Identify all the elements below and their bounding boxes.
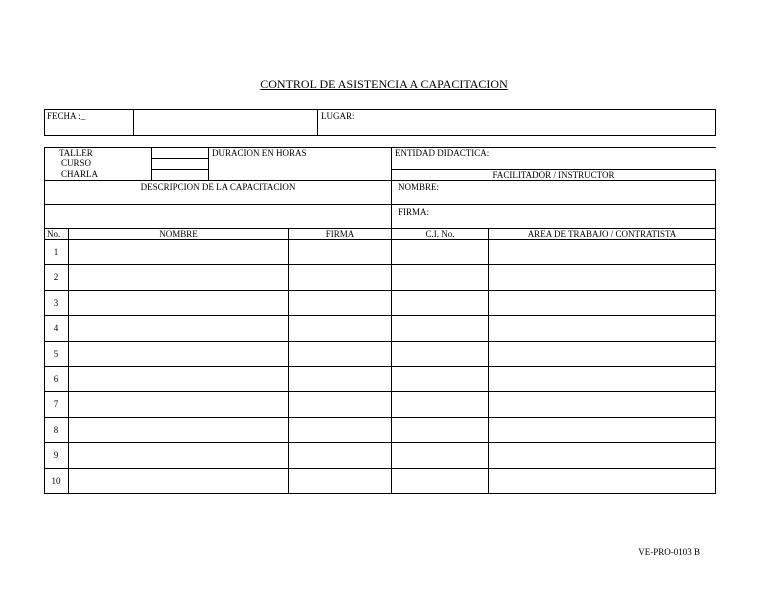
row-number: 5 (53, 349, 59, 359)
firma-cell[interactable] (289, 240, 391, 263)
firma-cell[interactable] (289, 367, 391, 390)
fecha-label: FECHA :_ (47, 111, 86, 121)
area-cell[interactable] (489, 469, 715, 492)
area-cell[interactable] (489, 392, 715, 415)
area-cell[interactable] (489, 342, 715, 365)
column-header-nombre: NOMBRE (159, 229, 198, 239)
area-cell[interactable] (489, 316, 715, 339)
row-number: 10 (51, 476, 61, 486)
firma-cell[interactable] (289, 342, 391, 365)
nombre-cell[interactable] (69, 418, 288, 441)
form-title: CONTROL DE ASISTENCIA A CAPACITACION (260, 77, 508, 91)
nombre-cell[interactable] (69, 443, 288, 466)
firma-cell[interactable] (289, 316, 391, 339)
firma-cell[interactable] (289, 443, 391, 466)
ci-cell[interactable] (392, 316, 488, 339)
descripcion-field[interactable] (45, 205, 390, 228)
charla-checkbox[interactable] (152, 170, 207, 180)
divider (391, 147, 392, 229)
charla-label: CHARLA (61, 169, 99, 179)
firma-cell[interactable] (289, 392, 391, 415)
area-cell[interactable] (489, 443, 715, 466)
row-number: 1 (53, 247, 59, 257)
area-cell[interactable] (489, 265, 715, 288)
column-header-ci: C.I. No. (425, 229, 455, 239)
nombre-cell[interactable] (69, 265, 288, 288)
firma-cell[interactable] (289, 418, 391, 441)
curso-label: CURSO (61, 158, 92, 168)
taller-label: TALLER (59, 148, 93, 158)
row-number: 7 (53, 399, 59, 409)
divider (317, 109, 318, 136)
row-number: 8 (53, 425, 59, 435)
area-cell[interactable] (489, 367, 715, 390)
taller-checkbox[interactable] (152, 148, 207, 158)
divider (715, 169, 716, 229)
area-cell[interactable] (489, 240, 715, 263)
nombre-cell[interactable] (69, 392, 288, 415)
divider (44, 180, 716, 181)
firma-cell[interactable] (289, 469, 391, 492)
nombre-cell[interactable] (69, 469, 288, 492)
lugar-label: LUGAR: (321, 111, 355, 121)
ci-cell[interactable] (392, 367, 488, 390)
ci-cell[interactable] (392, 291, 488, 314)
row-number: 4 (53, 323, 59, 333)
divider (44, 147, 716, 148)
nombre-label: NOMBRE: (398, 182, 440, 192)
area-cell[interactable] (489, 418, 715, 441)
firma-cell[interactable] (289, 265, 391, 288)
row-number: 3 (53, 298, 59, 308)
ci-cell[interactable] (392, 265, 488, 288)
area-cell[interactable] (489, 291, 715, 314)
facilitador-label: FACILITADOR / INSTRUCTOR (492, 170, 615, 180)
ci-cell[interactable] (392, 469, 488, 492)
row-number: 6 (53, 374, 59, 384)
fecha-field[interactable] (134, 110, 316, 135)
nombre-cell[interactable] (69, 240, 288, 263)
nombre-cell[interactable] (69, 291, 288, 314)
entidad-label: ENTIDAD DIDACTICA: (395, 148, 490, 158)
ci-cell[interactable] (392, 418, 488, 441)
document-code: VE-PRO-0103 B (638, 547, 700, 557)
row-number: 2 (53, 272, 59, 282)
column-header-no: No. (47, 229, 61, 239)
firma-label: FIRMA: (398, 207, 430, 217)
firma-cell[interactable] (289, 291, 391, 314)
row-number: 9 (53, 450, 59, 460)
lugar-field[interactable] (360, 110, 714, 135)
ci-cell[interactable] (392, 240, 488, 263)
nombre-cell[interactable] (69, 342, 288, 365)
nombre-cell[interactable] (69, 367, 288, 390)
ci-cell[interactable] (392, 443, 488, 466)
divider (208, 147, 209, 180)
curso-checkbox[interactable] (152, 159, 207, 169)
ci-cell[interactable] (392, 392, 488, 415)
nombre-cell[interactable] (69, 316, 288, 339)
ci-cell[interactable] (392, 342, 488, 365)
descripcion-label: DESCRIPCION DE LA CAPACITACION (140, 182, 296, 192)
column-header-area: AREA DE TRABAJO / CONTRATISTA (527, 229, 677, 239)
duracion-label: DURACION EN HORAS (212, 148, 307, 158)
column-header-firma: FIRMA (325, 229, 355, 239)
